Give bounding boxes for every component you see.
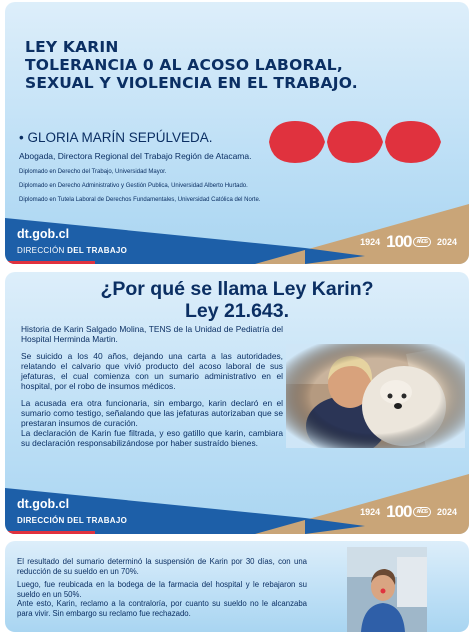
slide-title-heading [25, 38, 358, 92]
footer-band [5, 474, 469, 534]
diploma-3: Diplomado en Tutela Laboral de Derechos Fundamentales, Universidad Católica del Norte. [19, 197, 261, 203]
year-end: 2024 [436, 237, 457, 247]
brand-name-bold: DEL TRABAJO [67, 246, 128, 255]
slide-why-karin [5, 272, 469, 534]
paragraph: La declaración de Karin fue filtrada, y eso gatillo que karin, cambiara su declaración responsabilizándose por haber sustraído bienes. [21, 428, 283, 448]
anos-label: AÑOS [413, 237, 431, 247]
hundred-years-logo [386, 502, 431, 522]
anniversary-badge [360, 232, 457, 252]
diploma-1: Diplomado en Derecho del Trabajo, Universidad Mayor. [19, 169, 167, 175]
paragraph: Historia de Karin Salgado Molina, TENS de la Unidad de Pediatría del Hospital Herminda Martin. [21, 324, 283, 344]
paragraph: Se suicido a los 40 años, dejando una carta a las autoridades, relatando el calvario que vivió producto del acoso laboral de sus jefaturas, el cual comienza con un sumario administrativo en el hospital, por el robo de insumos médicos. [21, 351, 283, 391]
brand-name-light: DIRECCIÓN [17, 246, 65, 255]
footer-band [5, 204, 469, 264]
red-accent-line [5, 261, 95, 264]
author-role: Abogada, Directora Regional del Trabajo Región de Atacama. [19, 151, 252, 161]
year-start: 1924 [360, 507, 381, 517]
title-line-1: LEY KARIN [25, 38, 119, 56]
karin-photo [286, 344, 465, 448]
slide2-title-line-1: ¿Por qué se llama Ley Karin? [100, 278, 374, 300]
paragraph: La acusada era otra funcionaria, sin embargo, karin declaró en el sumario como testigo, señalando que las jefaturas autorizaban que se prestaran insumos de curación. [21, 398, 283, 428]
brand-url: dt.gob.cl [17, 497, 70, 511]
hundred-number: 100 [386, 232, 412, 251]
red-accent-line [5, 531, 95, 534]
slide2-title-line-2: Ley 21.643. [184, 300, 290, 322]
decorative-petals-icon [267, 119, 447, 165]
paragraph: Luego, fue reubicada en la bodega de la farmacia del hospital y le rebajaron su sueldo en un 50%. [17, 580, 307, 599]
year-start: 1924 [360, 237, 381, 247]
slide-sumario [5, 541, 469, 632]
brand-name-full: DIRECCIÓN DEL TRABAJO [17, 516, 128, 525]
brand-name [17, 246, 127, 255]
slide2-title [5, 278, 469, 322]
slide2-body [21, 324, 283, 455]
paragraph: Ante esto, Karin, reclamo a la contraloría, por cuanto su sueldo no le alcanzaba para vivir. Sin embargo su reclamo fue rechazado. [17, 599, 307, 618]
anos-label: AÑOS [413, 507, 431, 517]
slide-title [5, 2, 469, 264]
paragraph: El resultado del sumario determinó la suspensión de Karin por 30 días, con una reducción de su sueldo en un 70%. [17, 557, 307, 576]
diploma-2: Diplomado en Derecho Administrativo y Gestión Publica, Universidad Alberto Hurtado. [19, 183, 248, 189]
karin-photo-2 [347, 547, 427, 632]
anniversary-badge [360, 502, 457, 522]
hundred-years-logo [386, 232, 431, 252]
brand-name [17, 516, 127, 525]
slide3-body [17, 557, 307, 622]
author-name: • GLORIA MARÍN SEPÚLVEDA. [19, 130, 213, 145]
hundred-number: 100 [386, 502, 412, 521]
title-line-3: SEXUAL Y VIOLENCIA EN EL TRABAJO. [25, 74, 358, 92]
year-end: 2024 [436, 507, 457, 517]
title-line-2: TOLERANCIA 0 AL ACOSO LABORAL, [25, 56, 343, 74]
brand-url: dt.gob.cl [17, 227, 70, 241]
